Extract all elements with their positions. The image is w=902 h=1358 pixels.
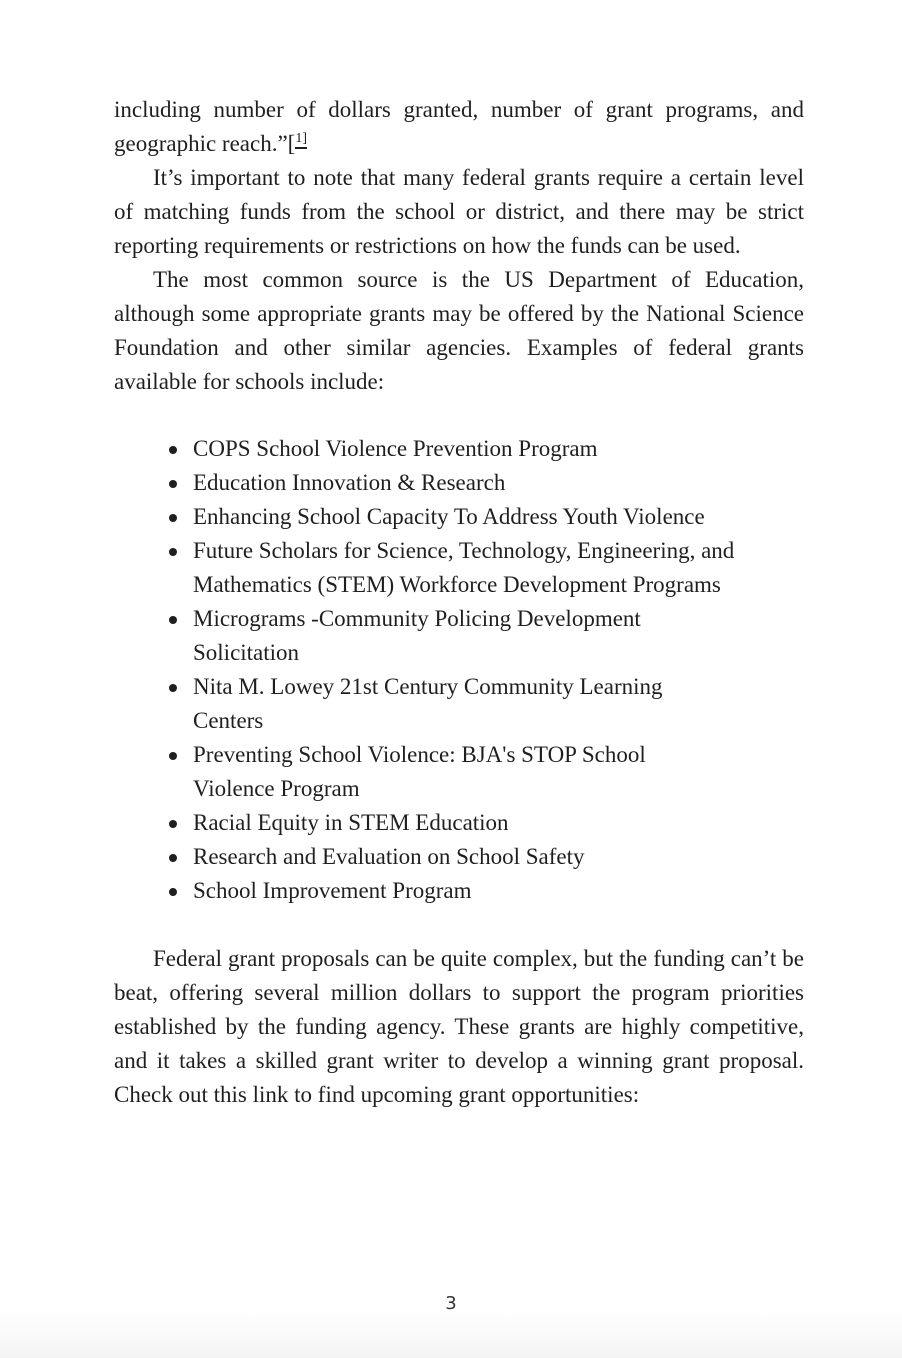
list-item-text: Education Innovation & Research: [193, 470, 506, 495]
paragraph-matching-funds: It’s important to note that many federal grants require a certain level of matching funds from the school or district, and there may be strict reporting requirements or restrictions on how the funds can be used.: [114, 165, 804, 258]
list-item-text: Enhancing School Capacity To Address Youth Violence: [193, 504, 705, 529]
paragraph-common-source: The most common source is the US Department of Education, although some appropriate grants may be offered by the National Science Foundation and other similar agencies. Examples of federal grants available for schools include:: [114, 267, 804, 394]
bullet-icon: [169, 548, 177, 556]
list-item: [193, 874, 768, 908]
footnote-reference-link[interactable]: [295, 131, 307, 156]
list-item: [193, 806, 768, 840]
bullet-icon: [169, 752, 177, 760]
footnote-number[interactable]: 1]: [295, 131, 307, 149]
list-item: [193, 738, 768, 806]
list-item: [193, 840, 768, 874]
list-item-text: Future Scholars for Science, Technology, Engineering, and Mathematics (STEM) Workforce Development Programs: [193, 538, 735, 597]
list-item: [193, 602, 768, 670]
list-item: [193, 466, 768, 500]
bullet-icon: [169, 616, 177, 624]
list-item-text: Nita M. Lowey 21st Century Community Learning Centers: [193, 674, 663, 733]
list-item-text: Research and Evaluation on School Safety: [193, 844, 585, 869]
list-item: [193, 534, 768, 602]
list-item-text: Racial Equity in STEM Education: [193, 810, 509, 835]
bullet-icon: [169, 820, 177, 828]
list-item: [193, 670, 768, 738]
bullet-icon: [169, 514, 177, 522]
list-item-text: Preventing School Violence: BJA's STOP School Violence Program: [193, 742, 646, 801]
list-item-text: COPS School Violence Prevention Program: [193, 436, 598, 461]
paragraph-text: including number of dollars granted, number of grant programs, and geographic reach.”[: [114, 97, 804, 156]
bullet-icon: [169, 480, 177, 488]
grant-examples-list: [114, 432, 768, 908]
paragraph-continuation: [114, 93, 804, 161]
document-page: [114, 93, 804, 1112]
page-number: 3: [445, 1293, 457, 1314]
bullet-icon: [169, 888, 177, 896]
bullet-icon: [169, 684, 177, 692]
list-item-text: Micrograms -Community Policing Development Solicitation: [193, 606, 641, 665]
list-item: [193, 432, 768, 466]
list-item: [193, 500, 768, 534]
bullet-icon: [169, 446, 177, 454]
list-item-text: School Improvement Program: [193, 878, 472, 903]
paragraph-federal-proposals: Federal grant proposals can be quite complex, but the funding can’t be beat, offering several million dollars to support the program priorities established by the funding agency. These grants are highly competitive, and it takes a skilled grant writer to develop a winning grant proposal. Check out this link to find upcoming grant opportunities:: [114, 946, 804, 1107]
bullet-icon: [169, 854, 177, 862]
